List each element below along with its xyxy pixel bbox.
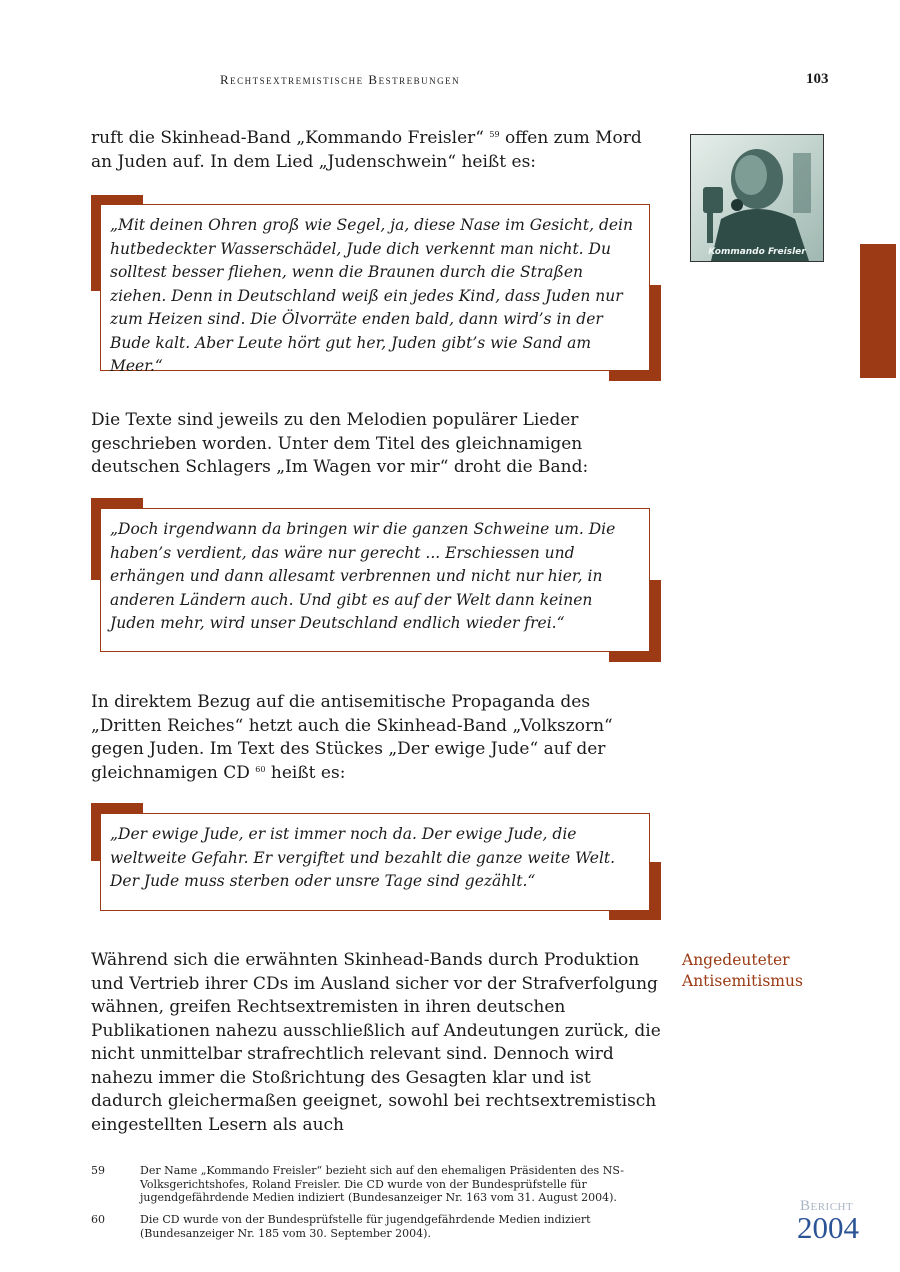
paragraph-3-part-a: In direktem Bezug auf die antisemitische Propaganda des „Dritten Reiches“ hetzt auch die Skinhead-Band „Volkszorn“ gegen Juden. Im Text des Stückes „Der ewige Jude“ auf der gleichnamigen CD — [91, 692, 613, 783]
photo-caption: Kommando Freisler — [708, 247, 806, 257]
footnote-text: Die CD wurde von der Bundesprüfstelle für jugendgefährdende Medien indiziert (Bundesanzeiger Nr. 185 vom 30. September 2004). — [140, 1213, 591, 1240]
footnote-ref-60[interactable]: 60 — [255, 764, 266, 774]
footnote-59 — [91, 1164, 651, 1208]
footnote-60 — [91, 1213, 651, 1243]
quote-box-1 — [91, 195, 661, 381]
brand-year: 2004 — [797, 1210, 859, 1245]
paragraph-3-part-b: heißt es: — [265, 762, 346, 783]
brand-word: Bericht — [800, 1198, 854, 1214]
paragraph-3 — [91, 691, 661, 785]
paragraph-1-part-a: ruft die Skinhead-Band „Kommando Freisler“ — [91, 128, 484, 148]
quote-text-2: „Doch irgendwann da bringen wir die ganzen Schweine um. Die haben’s verdient, das wäre nur gerecht ... Erschiessen und erhängen und dann allesamt verbrennen und nicht nur hier, in anderen Ländern auch. Und gibt es auf der Welt dann keinen Juden mehr, wird unser Deutschland endlich wieder frei.“ — [100, 508, 650, 652]
running-header: Rechtsextremistische Bestrebungen — [220, 72, 461, 87]
band-photo-thumbnail — [690, 134, 824, 262]
footnote-text: Der Name „Kommando Freisler“ bezieht sich auf den ehemaligen Präsidenten des NS-Volksgerichtshofes, Roland Freisler. Die CD wurde von der Bundesprüfstelle für jugendgefährdende Medien indiziert (Bundesanzeiger Nr. 163 vom 31. August 2004). — [140, 1164, 624, 1204]
footnote-number: 60 — [91, 1213, 105, 1226]
band-photo — [691, 135, 823, 261]
quote-box-2 — [91, 498, 661, 662]
footnote-ref-59[interactable]: 59 — [489, 130, 500, 139]
margin-note: Angedeuteter Antisemitismus — [682, 951, 803, 990]
chapter-side-tab — [860, 244, 896, 378]
footnote-number: 59 — [91, 1164, 105, 1177]
page-number: 103 — [806, 71, 829, 87]
paragraph-1-part-b: offen zum Mord an Juden auf. In dem Lied „Judenschwein“ heißt es: — [91, 128, 642, 172]
quote-box-3 — [91, 803, 661, 920]
paragraph-1 — [91, 127, 661, 174]
paragraph-2: Die Texte sind jeweils zu den Melodien populärer Lieder geschrieben worden. Unter dem Titel des gleichnamigen deutschen Schlagers „Im Wagen vor mir“ droht die Band: — [91, 410, 589, 477]
paragraph-4: Während sich die erwähnten Skinhead-Bands durch Produktion und Vertrieb ihrer CDs im Ausland sicher vor der Strafverfolgung wähnen, greifen Rechtsextremisten in ihren deutschen Publikationen nahezu ausschließlich auf Andeutungen zurück, die nicht unmittelbar strafrechtlich relevant sind. Dennoch wird nahezu immer die Stoßrichtung des Gesagten klar und ist dadurch gleichermaßen geeignet, sowohl bei rechtsextremistisch eingestellten Lesern als auch — [91, 950, 661, 1135]
quote-text-1: „Mit deinen Ohren groß wie Segel, ja, diese Nase im Gesicht, dein hutbedeckter Wasserschädel, Jude dich verkennt man nicht. Du solltest besser fliehen, wenn die Braunen durch die Straßen ziehen. Denn in Deutschland weiß ein jedes Kind, dass Juden nur zum Heizen sind. Die Ölvorräte enden bald, dann wird’s in der Bude kalt. Aber Leute hört gut her, Juden gibt’s wie Sand am Meer.“ — [100, 204, 650, 371]
quote-text-3: „Der ewige Jude, er ist immer noch da. Der ewige Jude, die weltweite Gefahr. Er vergiftet und bezahlt die ganze weite Welt. Der Jude muss sterben oder unsre Tage sind gezählt.“ — [100, 813, 650, 911]
